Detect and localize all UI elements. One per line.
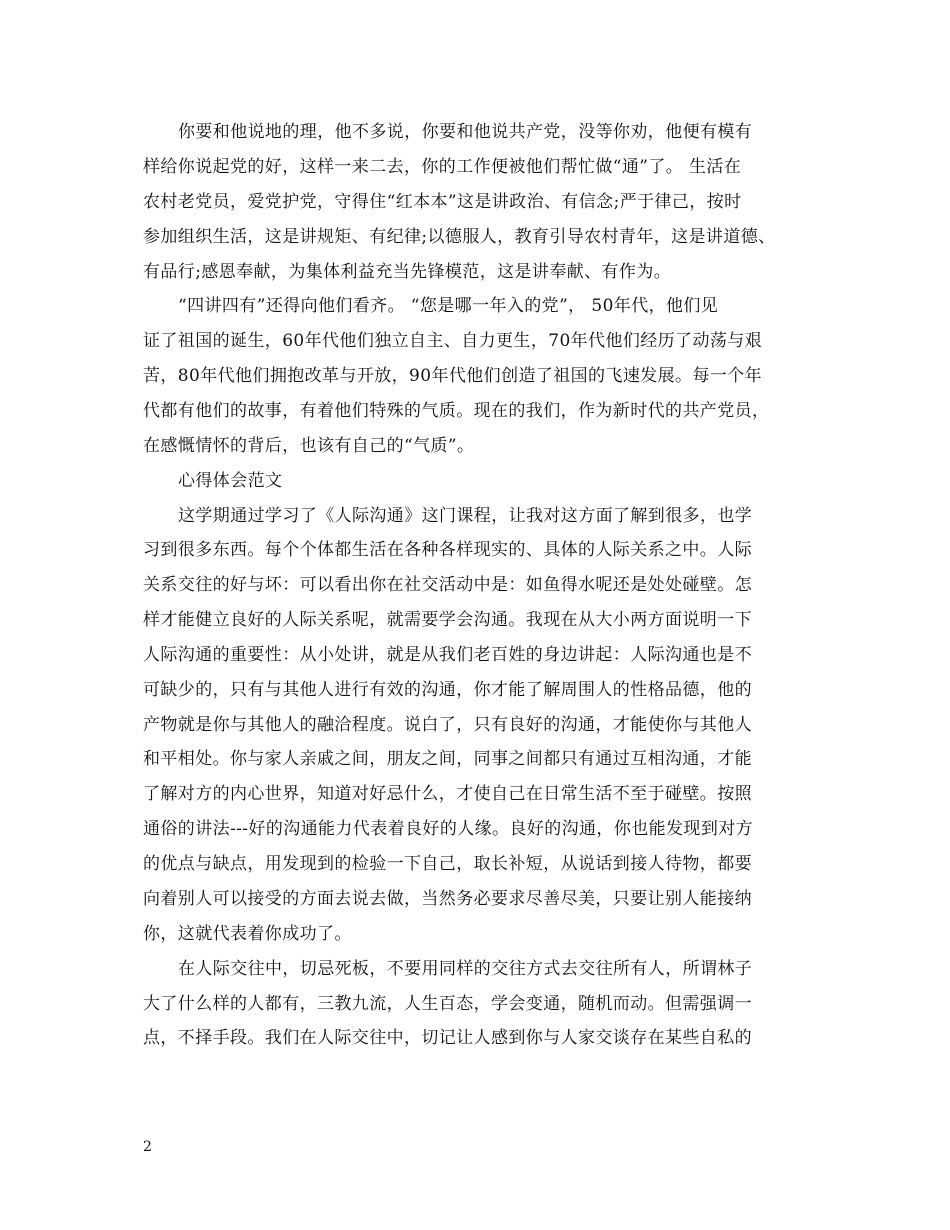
text-line: 在感慨情怀的背后，也该有自己的“气质”。 bbox=[143, 436, 475, 456]
text-line: 和平相处。你与家人亲戚之间，朋友之间，同事之间都只有通过互相沟通，才能 bbox=[143, 749, 752, 769]
text-line: 你，这就代表着你成功了。 bbox=[143, 924, 352, 944]
text-line: 可缺少的，只有与其他人进行有效的沟通，你才能了解周围人的性格品德，他的 bbox=[143, 680, 752, 700]
text-line: 证了祖国的诞生，60年代他们独立自主、自力更生，70年代他们经历了动荡与艰 bbox=[143, 331, 763, 351]
text-line: 你要和他说地的理，他不多说，你要和他说共产党，没等你劝，他便有模有 bbox=[178, 122, 753, 142]
text-line: 人际沟通的重要性：从小处讲，就是从我们老百姓的身边讲起：人际沟通也是不 bbox=[143, 645, 752, 665]
text-line: 样给你说起党的好，这样一来二去，你的工作便被他们帮忙做“通”了。 生活在 bbox=[143, 157, 742, 177]
text-line: 产物就是你与其他人的融洽程度。说白了，只有良好的沟通，才能使你与其他人 bbox=[143, 715, 752, 735]
text-line: 这学期通过学习了《人际沟通》这门课程，让我对这方面了解到很多，也学 bbox=[178, 506, 753, 526]
text-line: 的优点与缺点，用发现到的检验一下自己，取长补短，从说话到接人待物，都要 bbox=[143, 854, 752, 874]
text-line: “四讲四有”还得向他们看齐。 “您是哪一年入的党”， 50年代，他们见 bbox=[178, 296, 719, 316]
text-line: 点，不择手段。我们在人际交往中，切记让人感到你与人家交谈存在某些自私的 bbox=[143, 1028, 752, 1048]
text-line: 参加组织生活，这是讲规矩、有纪律;以德服人，教育引导农村青年，这是讲道德、 bbox=[143, 227, 776, 247]
text-line: 大了什么样的人都有，三教九流，人生百态，学会变通，随机而动。但需强调一 bbox=[143, 994, 752, 1014]
text-line: 有品行;感恩奉献，为集体利益充当先锋模范，这是讲奉献、有作为。 bbox=[143, 262, 672, 282]
text-line: 样才能健立良好的人际关系呢，就需要学会沟通。我现在从大小两方面说明一下 bbox=[143, 610, 752, 630]
text-line: 关系交往的好与坏：可以看出你在社交活动中是：如鱼得水呢还是处处碰壁。怎 bbox=[143, 575, 752, 595]
text-line: 苦，80年代他们拥抱改革与开放，90年代他们创造了祖国的飞速发展。每一个年 bbox=[143, 366, 763, 386]
text-line: 代都有他们的故事，有着他们特殊的气质。现在的我们，作为新时代的共产党员， bbox=[143, 401, 770, 421]
section-heading: 心得体会范文 bbox=[178, 471, 283, 491]
text-line: 了解对方的内心世界，知道对好忌什么，才使自己在日常生活不至于碰壁。按照 bbox=[143, 784, 752, 804]
page-number: 2 bbox=[143, 1139, 152, 1155]
text-line: 习到很多东西。每个个体都生活在各种各样现实的、具体的人际关系之中。人际 bbox=[143, 540, 752, 560]
text-line: 向着别人可以接受的方面去说去做，当然务必要求尽善尽美，只要让别人能接纳 bbox=[143, 889, 752, 909]
text-line: 通俗的讲法---好的沟通能力代表着良好的人缘。良好的沟通，你也能发现到对方 bbox=[143, 819, 754, 839]
text-line: 农村老党员，爱党护党，守得住“红本本”这是讲政治、有信念;严于律己，按时 bbox=[143, 192, 742, 212]
text-line: 在人际交往中，切忌死板，不要用同样的交往方式去交往所有人，所谓林子 bbox=[178, 959, 753, 979]
